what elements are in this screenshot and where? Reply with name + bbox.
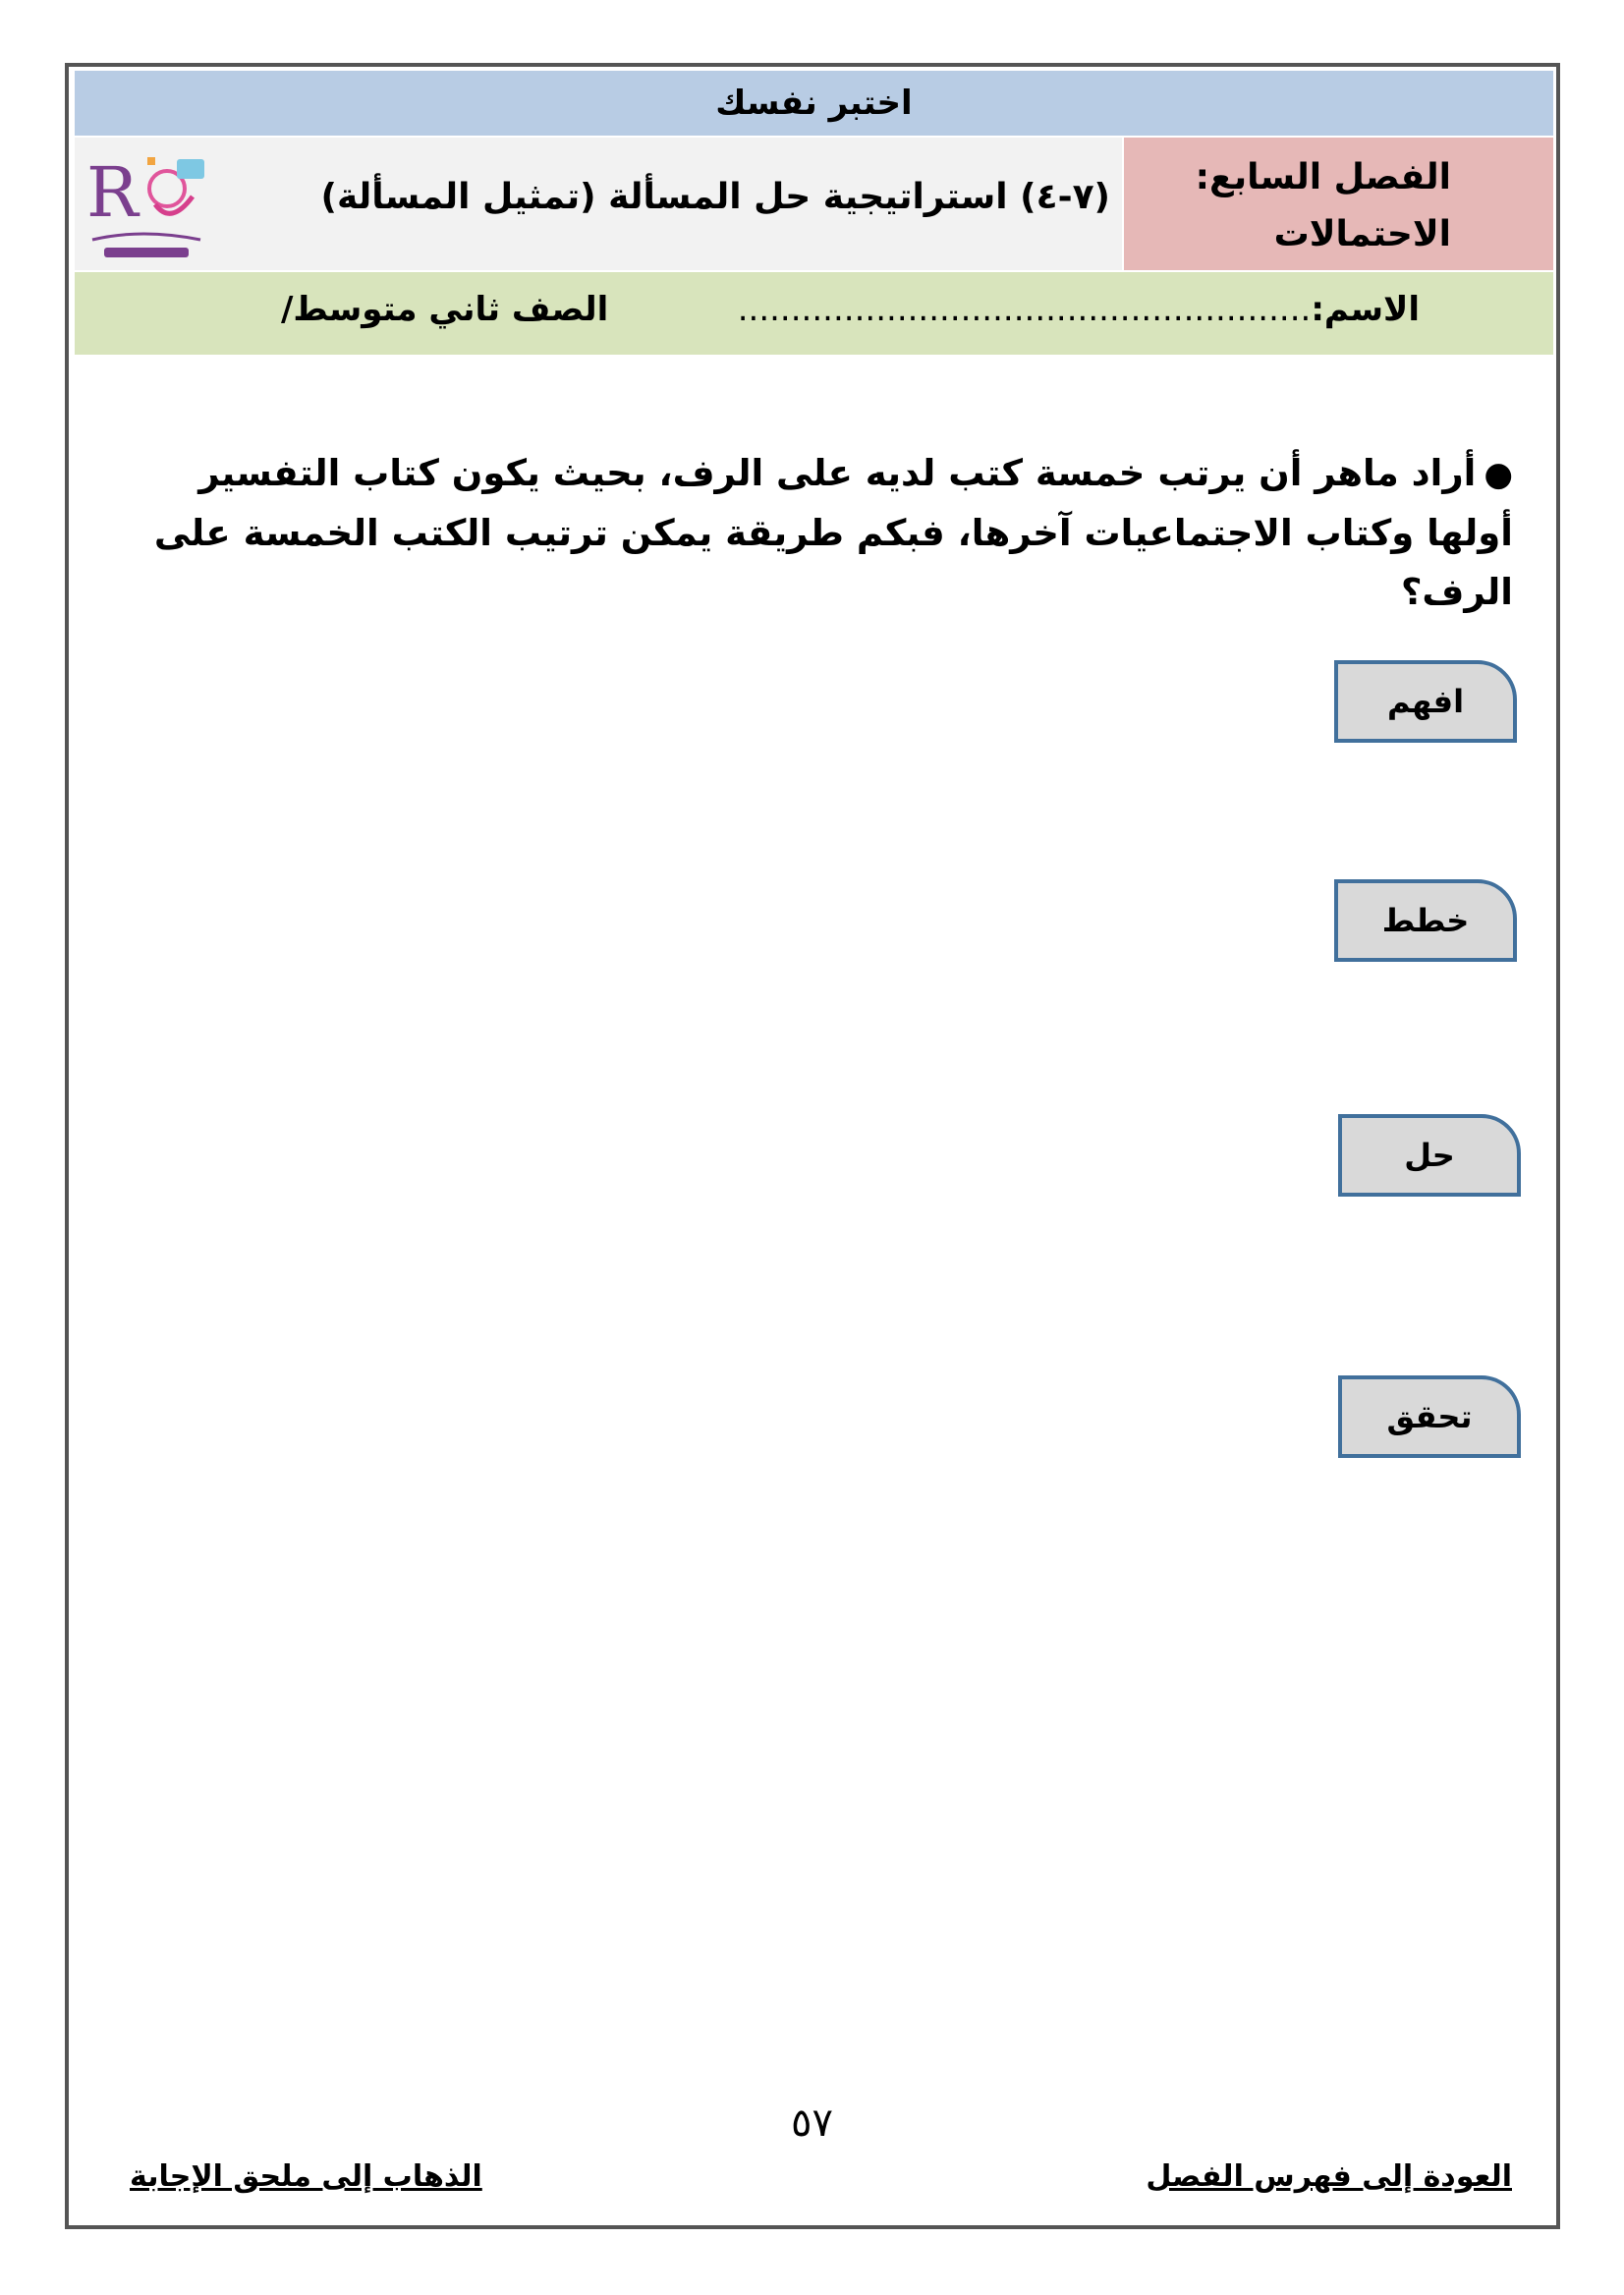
lesson-band — [75, 138, 1122, 270]
lesson-title: (٧-٤) استراتيجية حل المسألة (تمثيل المسألة) — [320, 177, 1110, 217]
logo-icon — [83, 145, 210, 263]
student-info-band — [75, 272, 1553, 355]
step-understand: افهم — [1334, 660, 1517, 743]
step-solve: حل — [1338, 1114, 1521, 1197]
question-text: أراد ماهر أن يرتب خمسة كتب لديه على الرف، بحيث يكون كتاب التفسير أولها وكتاب الاجتماعيات آخرها، فبكم طريقة يمكن ترتيب الكتب الخمسة على الرف؟ — [153, 452, 1513, 613]
chapter-line-2: الاحتمالات — [1273, 214, 1451, 254]
chapter-label — [1124, 138, 1553, 270]
page-frame — [65, 63, 1560, 2229]
name-label: الاسم: — [1311, 290, 1420, 329]
bullet-icon: ● — [1484, 455, 1513, 494]
question — [118, 444, 1513, 622]
answer-appendix-link[interactable]: الذهاب إلى ملحق الإجابة — [130, 2159, 482, 2194]
svg-text:R: R — [86, 152, 139, 233]
step-check: تحقق — [1338, 1375, 1521, 1458]
name-line[interactable]: ...................................................... — [737, 290, 1312, 329]
step-plan: خطط — [1334, 879, 1517, 962]
page-title: اختبر نفسك — [75, 71, 1553, 136]
grade-label: الصف ثاني متوسط/ — [281, 290, 609, 329]
name-field[interactable] — [738, 290, 1420, 329]
page-number: ٥٧ — [791, 2100, 833, 2146]
back-to-index-link[interactable]: العودة إلى فهرس الفصل — [1146, 2159, 1512, 2194]
chapter-line-1: الفصل السابع: — [1195, 157, 1451, 197]
